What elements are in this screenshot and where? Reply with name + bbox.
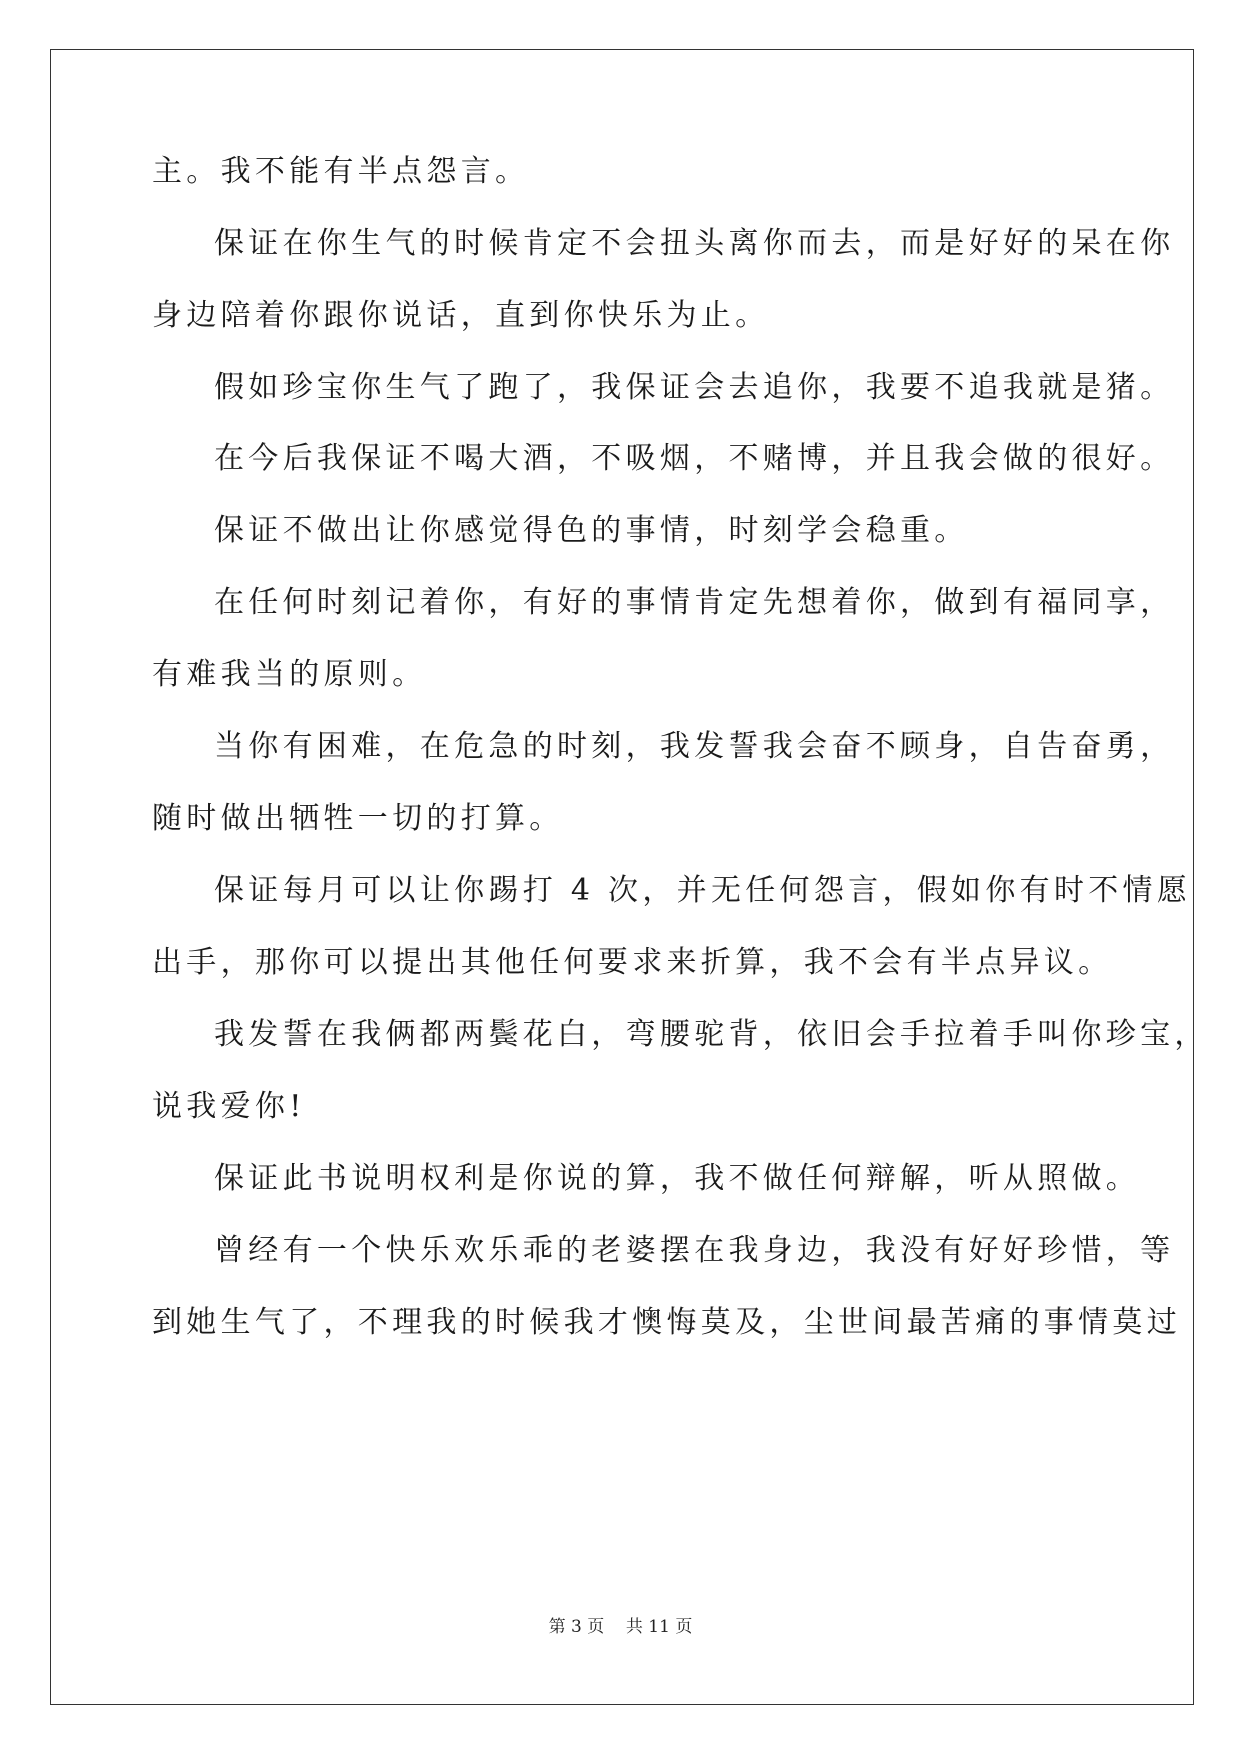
- text-line-2: 保证在你生气的时候肯定不会扭头离你而去，而是好好的呆在你: [214, 226, 1175, 261]
- text-line-16: 曾经有一个快乐欢乐乖的老婆摆在我身边，我没有好好珍惜，等: [214, 1233, 1175, 1268]
- text-line-8: 有难我当的原则。: [152, 657, 427, 692]
- text-line-11: 保证每月可以让你踢打 4 次，并无任何怨言，假如你有时不情愿: [214, 873, 1192, 908]
- text-line-15: 保证此书说明权利是你说的算，我不做任何辩解，听从照做。: [214, 1161, 1141, 1196]
- text-line-10: 随时做出牺牲一切的打算。: [152, 801, 564, 836]
- text-line-9: 当你有困难，在危急的时刻，我发誓我会奋不顾身，自告奋勇，: [214, 729, 1175, 764]
- text-line-13: 我发誓在我俩都两鬓花白，弯腰驼背，依旧会手拉着手叫你珍宝，: [214, 1017, 1209, 1052]
- page-number: 第 3 页 共 11 页: [548, 1617, 693, 1637]
- text-line-4: 假如珍宝你生气了跑了，我保证会去追你，我要不追我就是猪。: [214, 370, 1175, 405]
- text-line-17: 到她生气了，不理我的时候我才懊悔莫及，尘世间最苦痛的事情莫过: [152, 1305, 1181, 1340]
- text-line-3: 身边陪着你跟你说话，直到你快乐为止。: [152, 298, 770, 333]
- text-line-14: 说我爱你!: [152, 1089, 306, 1124]
- text-line-1: 主。我不能有半点怨言。: [152, 154, 530, 189]
- text-line-6: 保证不做出让你感觉得色的事情，时刻学会稳重。: [214, 513, 969, 548]
- text-line-7: 在任何时刻记着你，有好的事情肯定先想着你，做到有福同享，: [214, 585, 1175, 620]
- text-line-12: 出手，那你可以提出其他任何要求来折算，我不会有半点异议。: [152, 945, 1113, 980]
- text-line-5: 在今后我保证不喝大酒，不吸烟，不赌博，并且我会做的很好。: [214, 441, 1175, 476]
